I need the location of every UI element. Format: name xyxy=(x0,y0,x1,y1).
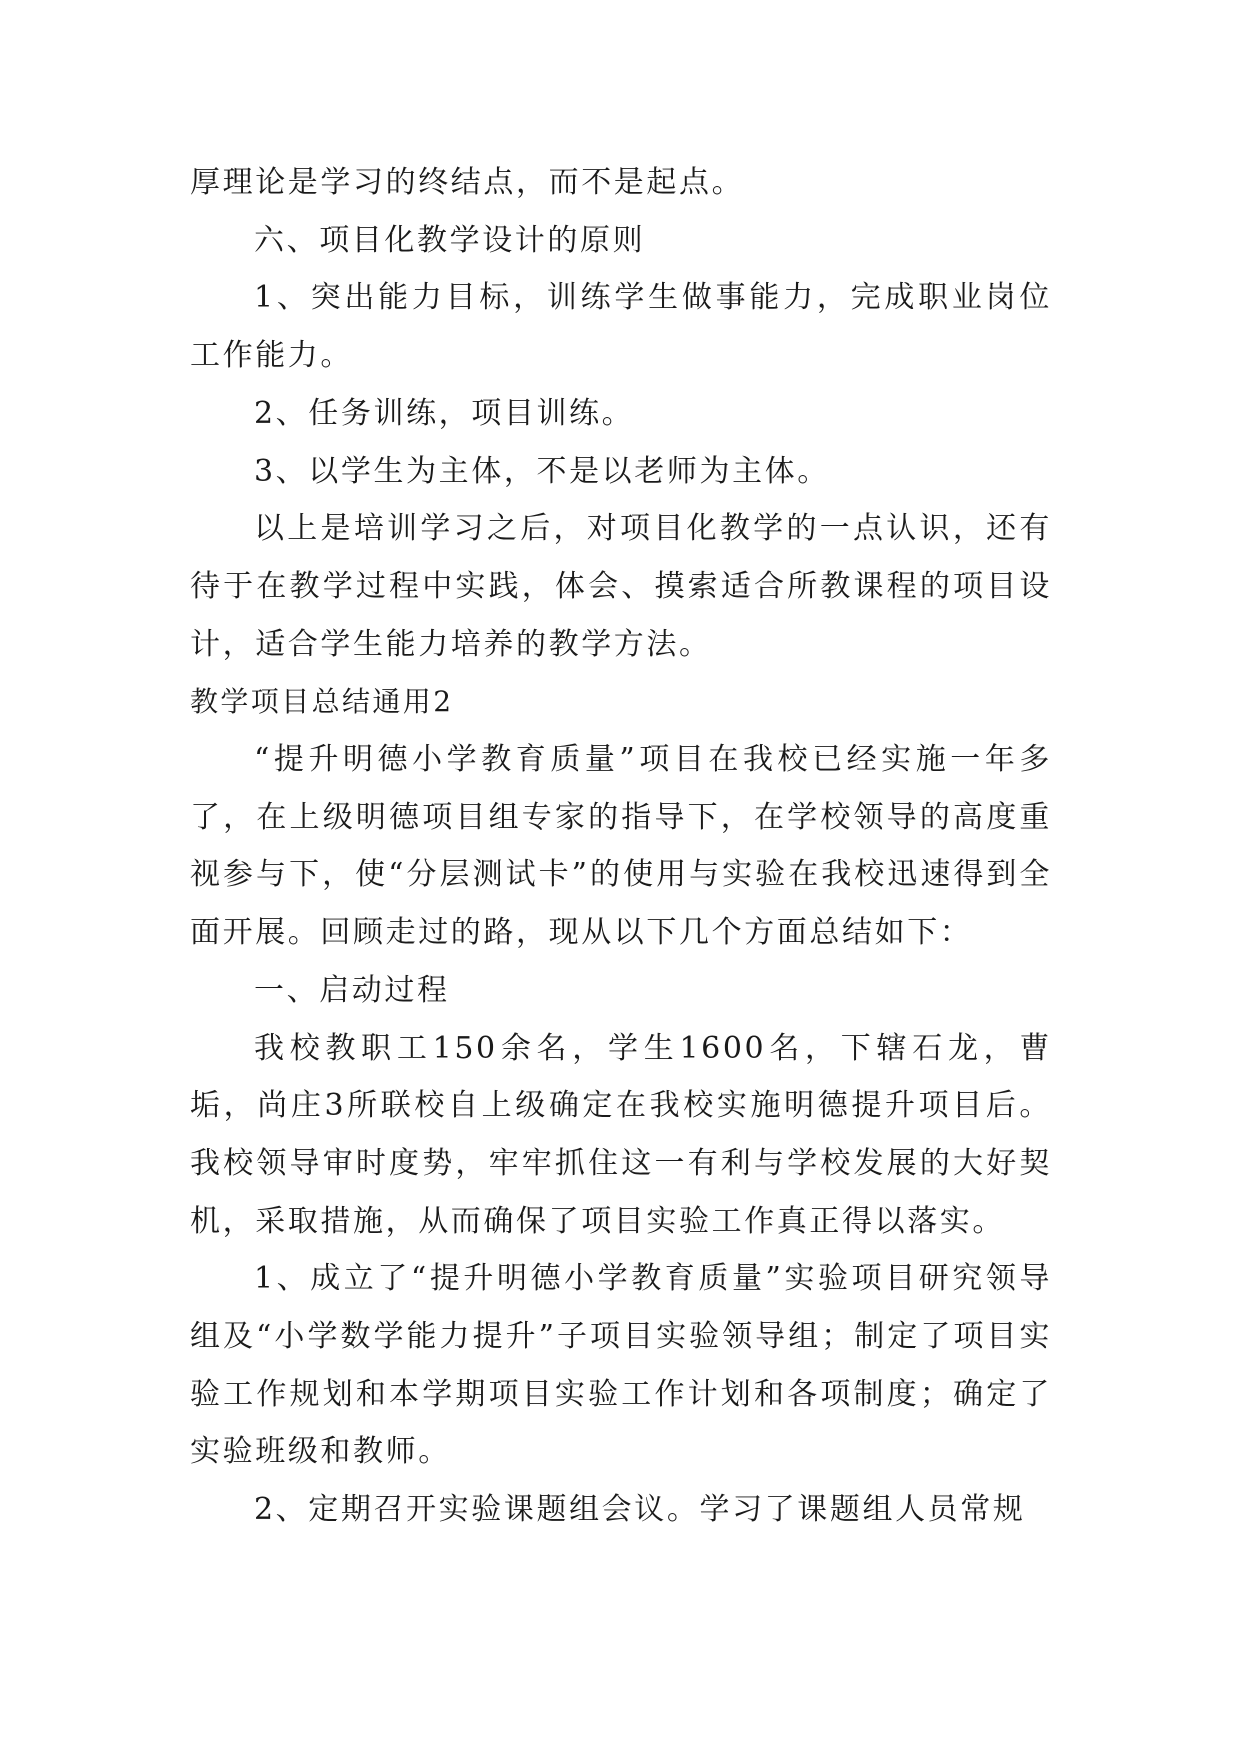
section-title: 教学项目总结通用2 xyxy=(190,685,454,719)
paragraph-school-overview: 我校教职工150余名，学生1600名，下辖石龙，曹垢，尚庄3所联校自上级确定在我校实施明德提升项目后。我校领导审时度势，牢牢抓住这一有利与学校发展的大好契机，采取措施，从而确保了项目实验工作真正得以落实。 xyxy=(190,1030,1052,1239)
principle-item-1: 1、突出能力目标，训练学生做事能力，完成职业岗位工作能力。 xyxy=(190,280,1052,374)
paragraph-conclusion: 以上是培训学习之后，对项目化教学的一点认识，还有待于在教学过程中实践，体会、摸索适合所教课程的项目设计，适合学生能力培养的教学方法。 xyxy=(190,511,1052,662)
paragraph-project-intro: “提升明德小学教育质量”项目在我校已经实施一年多了，在上级明德项目组专家的指导下，在学校领导的高度重视参与下，使“分层测试卡”的使用与实验在我校迅速得到全面开展。回顾走过的路，现从以下几个方面总结如下： xyxy=(190,742,1052,951)
heading-startup-process: 一、启动过程 xyxy=(254,972,450,1008)
measure-item-1: 1、成立了“提升明德小学教育质量”实验项目研究领导组及“小学数学能力提升”子项目实验领导组；制定了项目实验工作规划和本学期项目实验工作计划和各项制度；确定了实验班级和教师。 xyxy=(190,1261,1052,1470)
principle-item-2: 2、任务训练，项目训练。 xyxy=(254,395,635,431)
principle-item-3: 3、以学生为主体，不是以老师为主体。 xyxy=(254,453,830,489)
heading-design-principles: 六、项目化教学设计的原则 xyxy=(254,222,646,258)
document-body xyxy=(190,154,1052,1539)
paragraph-continuation: 厚理论是学习的终结点，而不是起点。 xyxy=(190,165,745,200)
measure-item-2: 2、定期召开实验课题组会议。学习了课题组人员常规 xyxy=(254,1492,1026,1528)
